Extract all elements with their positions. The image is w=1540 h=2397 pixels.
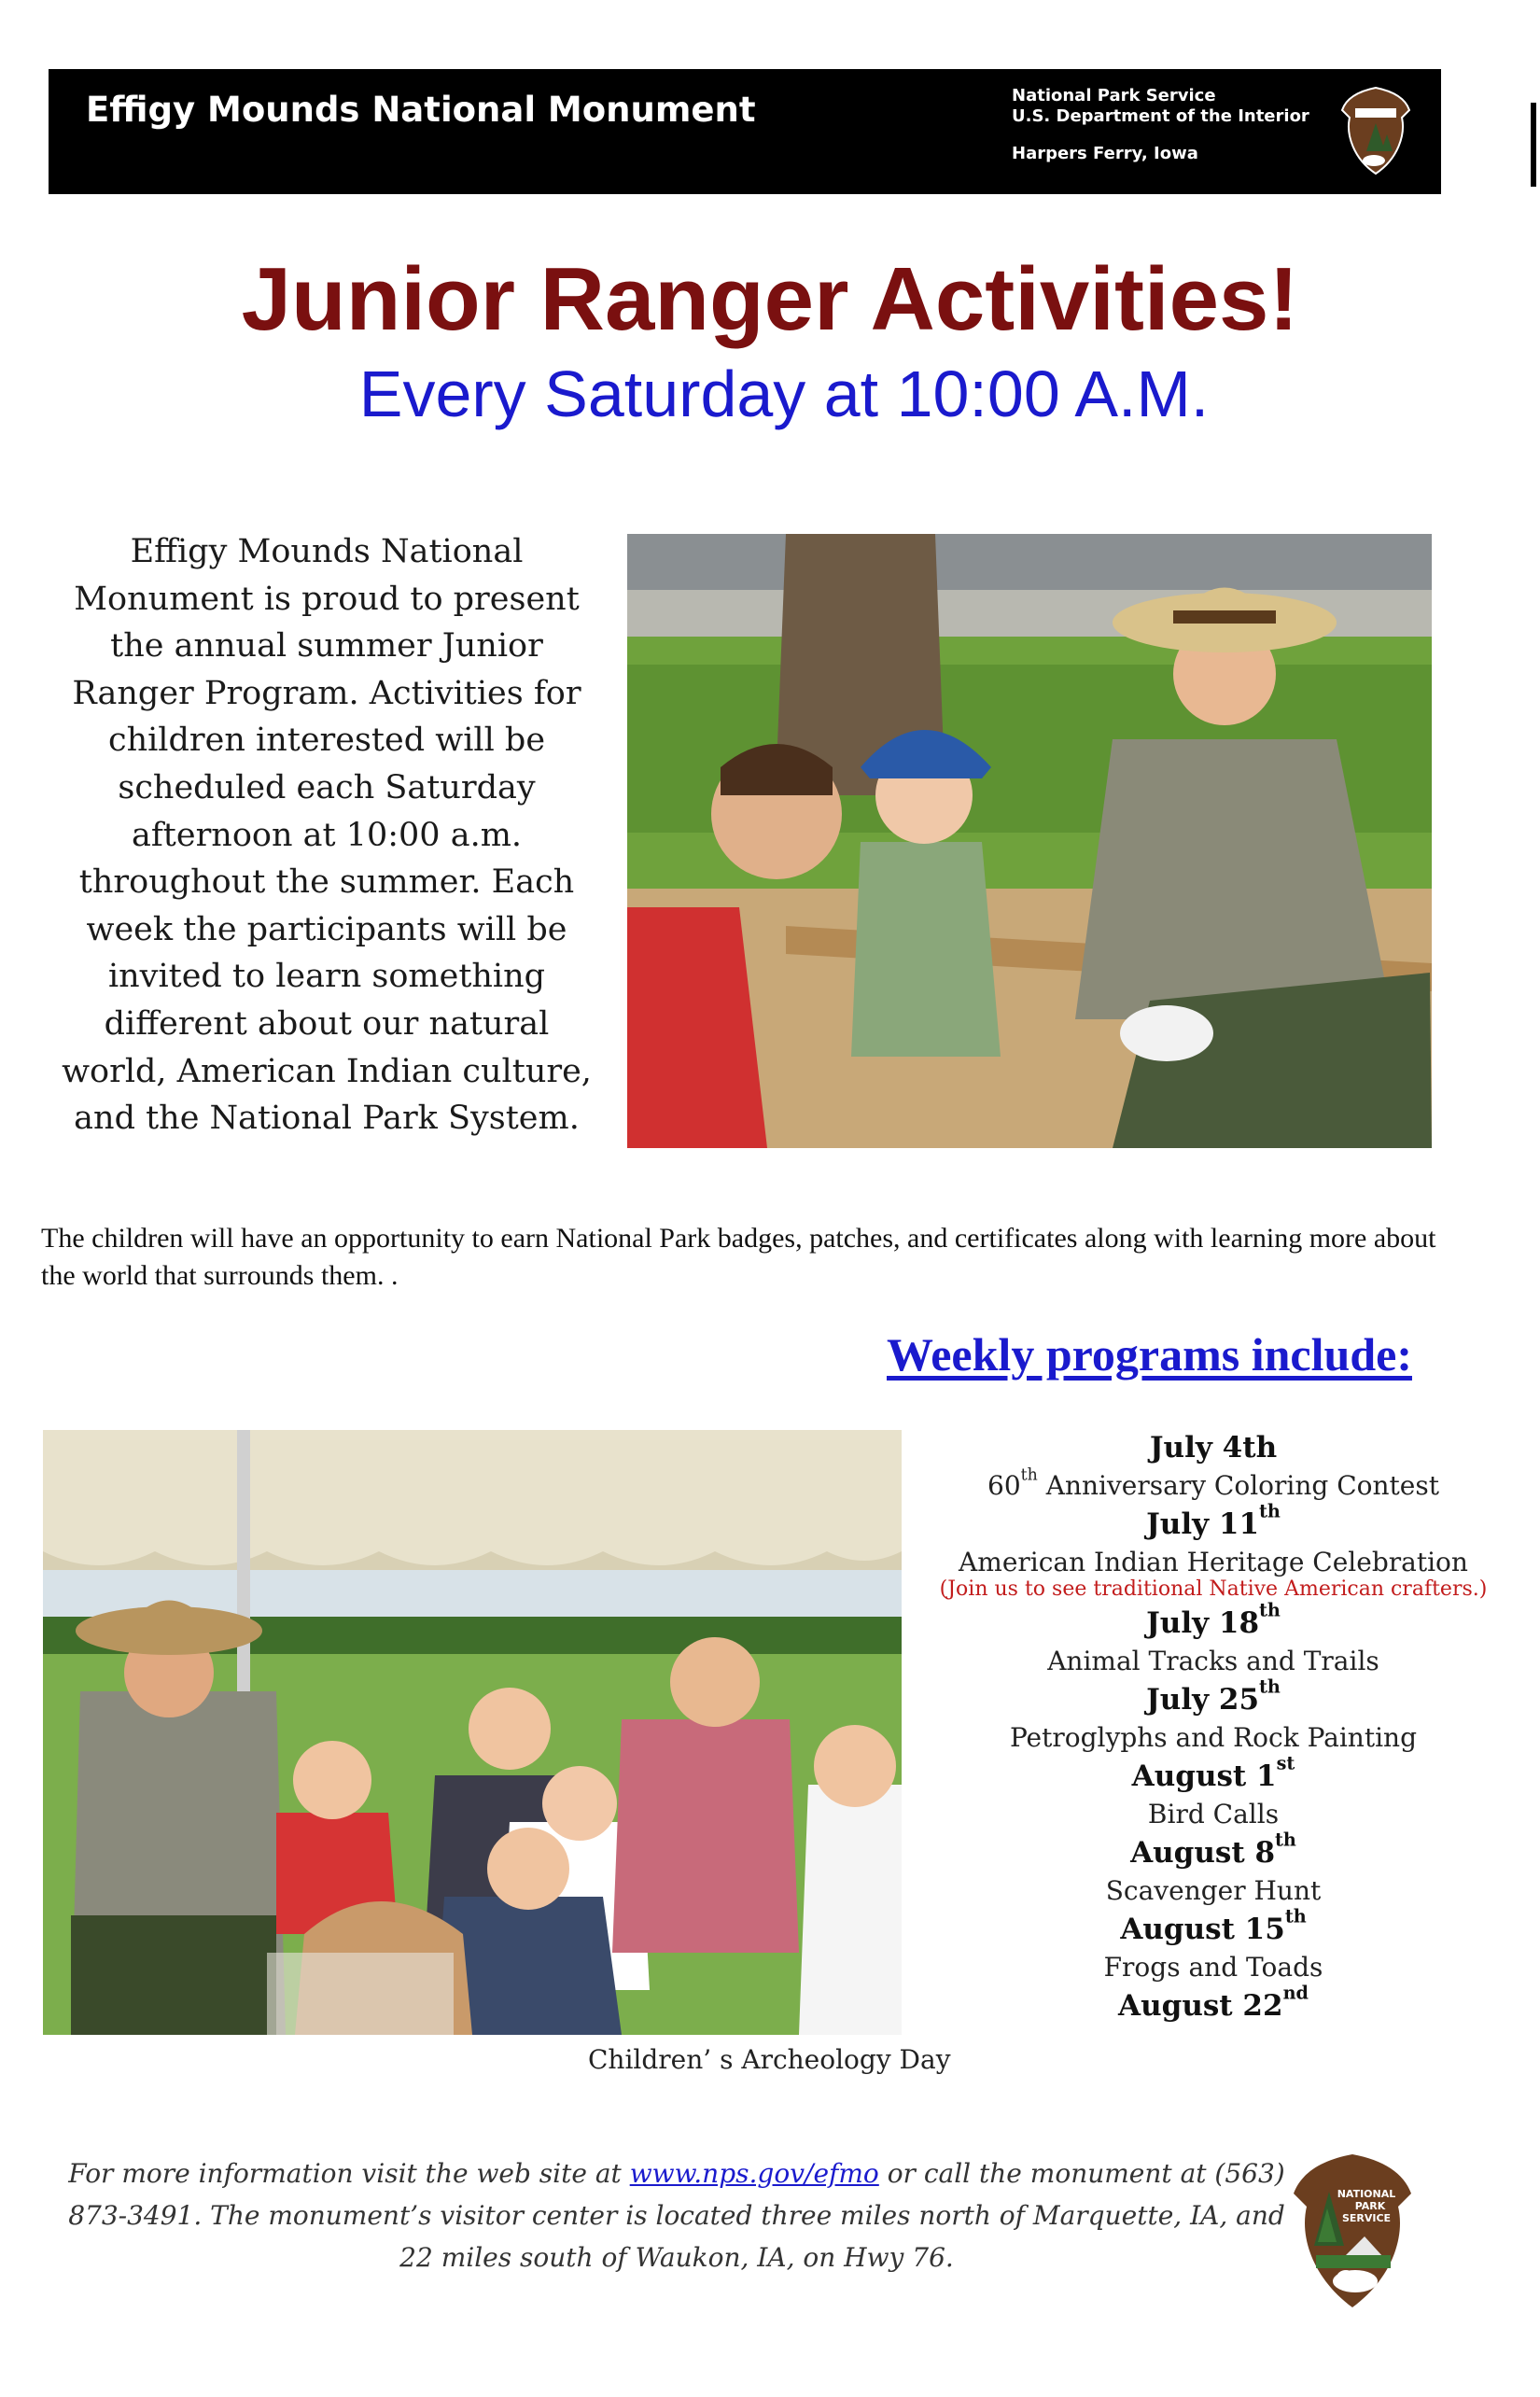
schedule-date: August 22nd bbox=[1118, 1982, 1309, 2023]
header-location: Harpers Ferry, Iowa bbox=[1012, 144, 1198, 163]
photo-caption: Children’ s Archeology Day bbox=[588, 2044, 951, 2075]
schedule-item bbox=[924, 1752, 1503, 1833]
schedule-date: August 15th bbox=[1120, 1905, 1307, 1946]
weekly-programs-heading: Weekly programs include: bbox=[887, 1328, 1412, 1381]
schedule-date: July 25th bbox=[1146, 1675, 1281, 1717]
earn-badges-text: The children will have an opportunity to earn National Park badges, patches, and certificates along with learning more about the world that surrounds them. . bbox=[41, 1223, 1436, 1291]
logo-text-service: SERVICE bbox=[1341, 2212, 1392, 2224]
schedule-item bbox=[924, 1675, 1503, 1757]
website-link[interactable]: www.nps.gov/efmo bbox=[629, 2158, 879, 2189]
schedule-date: July 4th bbox=[1149, 1431, 1278, 1465]
schedule-item bbox=[924, 1428, 1503, 1505]
schedule-date: August 8th bbox=[1130, 1829, 1296, 1870]
schedule-note: (Join us to see traditional Native American crafters.) bbox=[939, 1577, 1488, 1601]
nps-arrowhead-icon bbox=[1340, 86, 1411, 175]
schedule-title: 60th Anniversary Coloring Contest bbox=[987, 1465, 1439, 1501]
header-agency-line2: U.S. Department of the Interior bbox=[1012, 106, 1309, 126]
intro-paragraph: Effigy Mounds National Monument is proud to present the annual summer Junior Ranger Program. Activities for children interested will be scheduled each Saturday afternoon at 10:00 a.m. throughout the summer. Each week the participants will be invited to learn something different about our natural world, American Indian culture, and the National Park System. bbox=[62, 533, 592, 1138]
schedule-title: Petroglyphs and Rock Painting bbox=[1009, 1722, 1418, 1753]
schedule-item bbox=[924, 1905, 1503, 1986]
schedule-item bbox=[924, 1500, 1503, 1602]
logo-text-national: NATIONAL bbox=[1337, 2188, 1396, 2200]
schedule-date: August 1st bbox=[1131, 1752, 1295, 1793]
schedule-title: Scavenger Hunt bbox=[1105, 1875, 1322, 1906]
schedule-item bbox=[924, 1599, 1503, 1680]
edge-mark bbox=[1531, 103, 1536, 187]
sub-title: Every Saturday at 10:00 A.M. bbox=[358, 357, 1210, 430]
schedule-title: Bird Calls bbox=[1147, 1799, 1280, 1829]
schedule-title: Animal Tracks and Trails bbox=[1047, 1646, 1379, 1676]
header-agency-line1: National Park Service bbox=[1012, 86, 1216, 105]
footer-text: or call the monument at (563) 873-3491. The monument’s visitor center is located three miles north of Marquette, IA, and 22 miles south of Waukon, IA, on Hwy 76. bbox=[68, 2158, 1285, 2273]
nps-arrowhead-logo-icon bbox=[1290, 2152, 1415, 2309]
schedule-item bbox=[924, 1829, 1503, 1910]
schedule-item bbox=[924, 1982, 1503, 2026]
logo-text-park: PARK bbox=[1354, 2200, 1386, 2212]
footer-info bbox=[56, 2152, 1297, 2278]
header-title: Effigy Mounds National Monument bbox=[86, 90, 756, 130]
archeology-day-photo bbox=[43, 1430, 902, 2035]
program-schedule bbox=[924, 1428, 1503, 2026]
header-banner bbox=[49, 69, 1441, 194]
ranger-sandbox-photo bbox=[627, 534, 1432, 1148]
header-agency bbox=[1012, 86, 1309, 127]
schedule-title: American Indian Heritage Celebration bbox=[959, 1547, 1468, 1577]
schedule-title: Frogs and Toads bbox=[1103, 1952, 1323, 1983]
main-title: Junior Ranger Activities! bbox=[241, 249, 1299, 349]
schedule-date: July 18th bbox=[1146, 1599, 1281, 1640]
footer-text: For more information visit the web site at bbox=[68, 2158, 630, 2189]
schedule-date: July 11th bbox=[1146, 1500, 1281, 1541]
